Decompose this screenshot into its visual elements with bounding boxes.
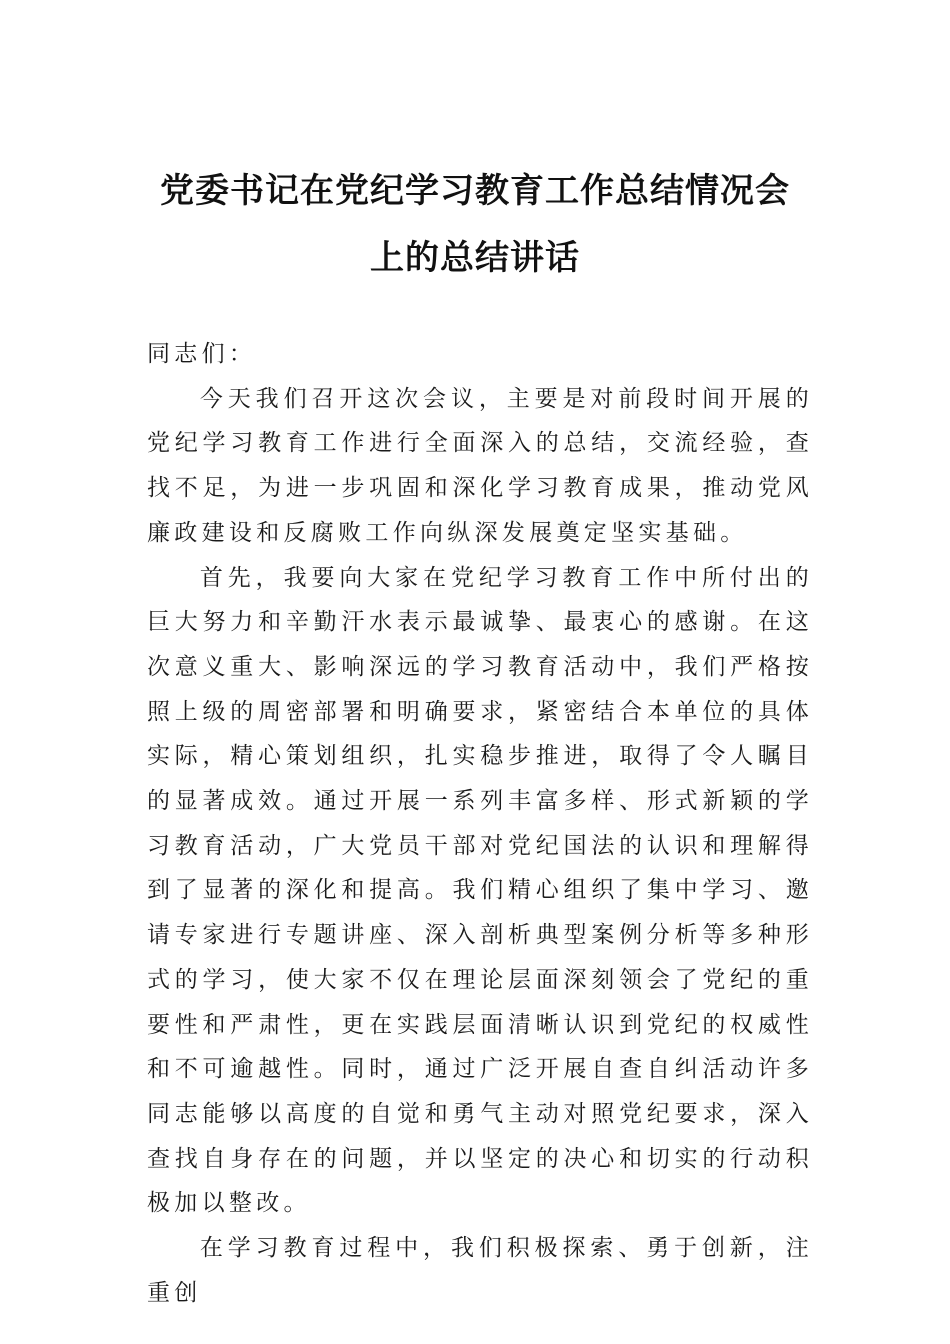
paragraph-1: 今天我们召开这次会议，主要是对前段时间开展的党纪学习教育工作进行全面深入的总结，交流经验，查找不足，为进一步巩固和深化学习教育成果，推动党风廉政建设和反腐败工作向纵深发展奠定坚实基础。 bbox=[147, 385, 813, 546]
document-title-line-2: 上的总结讲话 bbox=[370, 238, 580, 278]
paragraph-2: 首先，我要向大家在党纪学习教育工作中所付出的巨大努力和辛勤汗水表示最诚挚、最衷心的感谢。在这次意义重大、影响深远的学习教育活动中，我们严格按照上级的周密部署和明确要求，紧密结合本单位的具体实际，精心策划组织，扎实稳步推进，取得了令人瞩目的显著成效。通过开展一系列丰富多样、形式新颖的学习教育活动，广大党员干部对党纪国法的认识和理解得到了显著的深化和提高。我们精心组织了集中学习、邀请专家进行专题讲座、深入剖析典型案例分析等多种形式的学习，使大家不仅在理论层面深刻领会了党纪的重要性和严肃性，更在实践层面清晰认识到党纪的权威性和不可逾越性。同时，通过广泛开展自查自纠活动许多同志能够以高度的自觉和勇气主动对照党纪要求，深入查找自身存在的问题，并以坚定的决心和切实的行动积极加以整改。 bbox=[147, 564, 813, 1217]
document-body bbox=[147, 332, 813, 1315]
greeting: 同志们： bbox=[147, 341, 257, 367]
paragraph-3: 在学习教育过程中，我们积极探索、勇于创新，注重创 bbox=[147, 1235, 813, 1306]
document-title-line-1: 党委书记在党纪学习教育工作总结情况会 bbox=[160, 171, 790, 211]
